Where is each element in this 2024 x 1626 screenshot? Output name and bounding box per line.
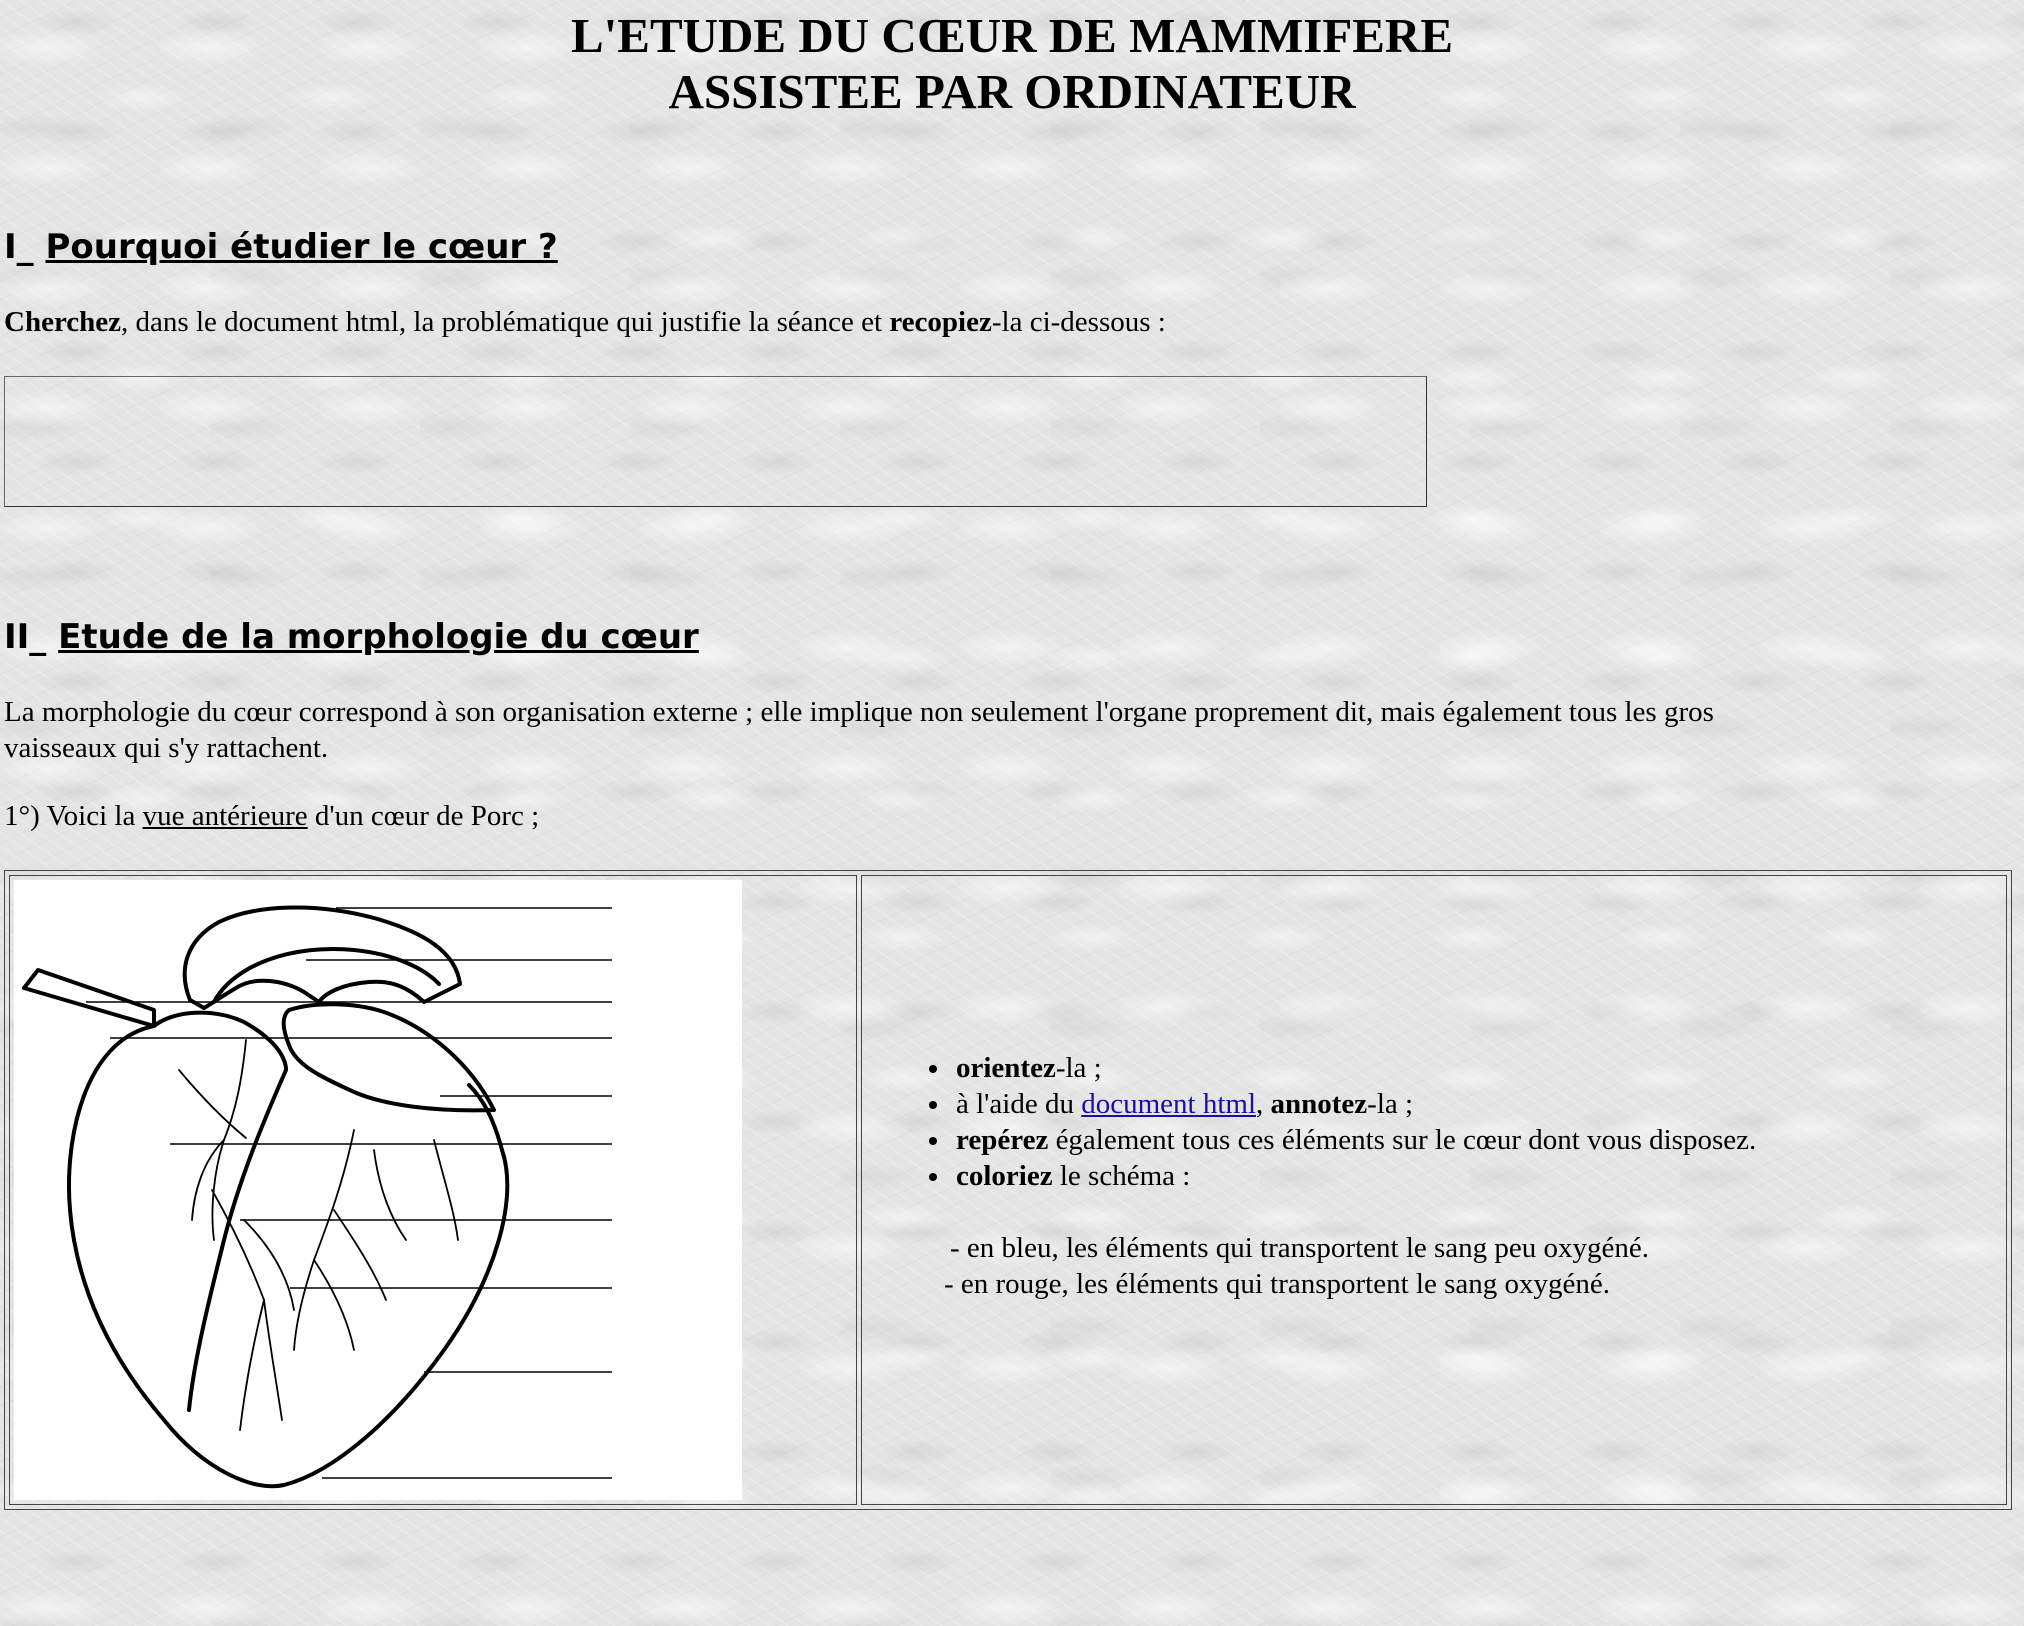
section1-title: Pourquoi étudier le cœur ? [45,227,558,267]
section2-title: Etude de la morphologie du cœur [58,617,699,657]
instruction-text1: , dans le document html, la problématique qui justifie la séance et [121,306,890,338]
annotez-mid: , [1256,1088,1271,1120]
instruction-annotez [952,1086,1756,1122]
instruction-reperez [952,1122,1756,1158]
intro-line2: vaisseaux qui s'y rattachent. [4,732,329,764]
question-1 [4,798,539,834]
q1-prefix: 1°) Voici la [4,800,143,832]
page-title-line1: L'ETUDE DU CŒUR DE MAMMIFERE [571,8,1453,63]
q1-suffix: d'un cœur de Porc ; [307,800,540,832]
coloriez-verb: coloriez [956,1160,1053,1192]
instruction-orientez [952,1050,1756,1086]
section1-number: I_ [4,227,34,267]
cherchez-verb: Cherchez [4,306,122,338]
diagram-cell [9,875,857,1505]
figure-table [4,870,2012,1510]
reperez-verb: repérez [956,1124,1049,1156]
instructions-list [926,1050,1756,1194]
coloriez-text: le schéma : [1052,1160,1191,1192]
annotation-lines [86,908,612,1478]
reperez-text: également tous ces éléments sur le cœur dont vous disposez. [1048,1124,1757,1156]
orientez-text: -la ; [1055,1052,1102,1084]
answer-box[interactable] [4,376,1427,507]
page-title-line2: ASSISTEE PAR ORDINATEUR [668,64,1356,119]
document-html-link[interactable]: document html [1081,1088,1256,1120]
page-title [0,8,2024,120]
section1-instruction [4,304,1166,340]
section2-number: II_ [4,617,47,657]
section1-heading [4,227,558,267]
instruction-coloriez [952,1158,1756,1194]
coronary-vessels [179,1040,458,1430]
heart-outline [24,907,507,1486]
heart-diagram [14,880,742,1500]
note-red: - en rouge, les éléments qui transportent le sang oxygéné. [944,1268,1610,1300]
annotez-verb: annotez [1270,1088,1368,1120]
intro-line1: La morphologie du cœur correspond à son organisation externe ; elle implique non seulement l'organe proprement dit, mais également tous les gros [4,696,1714,728]
instructions-cell [861,875,2007,1505]
section2-heading [4,617,699,657]
note-blue: - en bleu, les éléments qui transportent le sang peu oxygéné. [950,1232,1650,1264]
annotez-pre: à l'aide du [956,1088,1082,1120]
recopiez-verb: recopiez [889,306,992,338]
orientez-verb: orientez [956,1052,1056,1084]
q1-underlined: vue antérieure [142,800,308,832]
instruction-text2: -la ci-dessous : [991,306,1166,338]
annotez-text: -la ; [1367,1088,1414,1120]
morphology-intro [4,694,1714,766]
